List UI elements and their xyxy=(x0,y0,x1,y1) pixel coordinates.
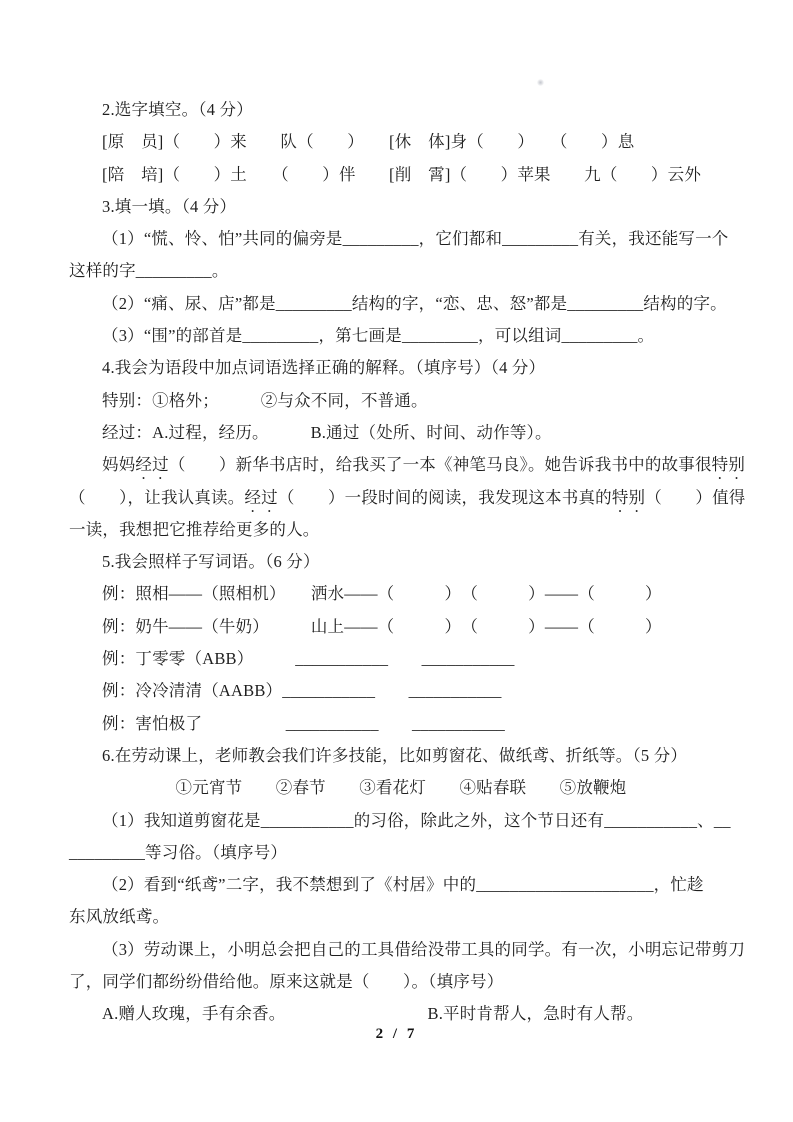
text-segment: 4.我会为语段中加点词语选择正确的解释。（填序号）（4 分） xyxy=(102,358,546,378)
text-segment: （2）看到“纸鸢”二字，我不禁想到了《村居》中的_____________________，忙趁 xyxy=(102,875,704,895)
text-segment: （1）“慌、怜、怕”共同的偏旁是_________，它们都和_________有关，我还能写一个 xyxy=(102,229,729,249)
text-segment: 经过：A.过程，经历。 B.通过（处所、时间、动作等）。 xyxy=(102,422,552,442)
text-line xyxy=(69,514,733,546)
text-segment: 例：害怕极了 ___________ ___________ xyxy=(102,713,505,733)
text-line xyxy=(69,94,733,126)
text-segment: （1）我知道剪窗花是___________的习俗，除此之外，这个节日还有___________、__ xyxy=(102,810,731,830)
text-segment: [原 员]（ ）来 队（ ） [休 体]身（ ） （ ）息 xyxy=(102,132,635,152)
text-line xyxy=(69,159,733,191)
test-paper-body xyxy=(69,94,746,1031)
text-line xyxy=(69,223,733,255)
text-segment: （3）劳动课上，小明总会把自己的工具借给没带工具的同学。有一次，小明忘记带剪刀 xyxy=(102,939,746,959)
text-line xyxy=(69,546,733,578)
text-segment: 东风放纸鸢。 xyxy=(69,907,170,927)
text-line xyxy=(69,578,733,610)
text-line xyxy=(69,837,733,869)
text-segment: 一读，我想把它推荐给更多的人。 xyxy=(69,519,320,539)
text-segment: （ ）新华书店时，给我买了一本《神笔马良》。她告诉我书中的故事很 xyxy=(168,455,712,475)
text-segment: （ ）值得 xyxy=(645,487,746,507)
text-line xyxy=(69,611,733,643)
text-line xyxy=(69,643,733,675)
text-line xyxy=(69,352,733,384)
text-segment: [陪 培]（ ）土 （ ）伴 [削 霄]（ ）苹果 九（ ）云外 xyxy=(102,164,702,184)
text-segment: 例：冷冷清清（AABB）___________ ___________ xyxy=(102,681,502,701)
emphasized-word: 经过 xyxy=(135,455,169,475)
text-line xyxy=(69,385,733,417)
emphasized-word: 特别 xyxy=(611,487,646,507)
text-segment: 了，同学们都纷纷借给他。原来这就是（ ）。（填序号） xyxy=(69,972,504,992)
text-line xyxy=(69,901,733,933)
text-line xyxy=(69,740,733,772)
text-segment: 3.填一填。（4 分） xyxy=(102,196,237,216)
text-segment: 例：奶牛——（牛奶） 山上——（ ） （ ）——（ ） xyxy=(102,616,662,636)
text-line xyxy=(69,191,733,223)
text-line xyxy=(69,288,733,320)
text-segment: 特别：①格外； ②与众不同，不普通。 xyxy=(102,390,428,410)
text-segment: （ ）一段时间的阅读，我发现这本书真的 xyxy=(277,487,612,507)
page-number: 2 / 7 xyxy=(375,1026,418,1042)
text-line xyxy=(69,482,746,514)
text-segment: （3）“围”的部首是_________，第七画是_________，可以组词_________。 xyxy=(102,326,655,346)
text-line xyxy=(69,805,733,837)
text-segment: （2）“痛、尿、店”都是_________结构的字，“恋、忠、怒”都是_________结构的字。 xyxy=(102,293,727,313)
text-segment: 妈妈 xyxy=(102,455,136,475)
text-segment: ①元宵节 ②春节 ③看花灯 ④贴春联 ⑤放鞭炮 xyxy=(175,778,627,798)
text-line xyxy=(69,934,746,966)
emphasized-word: 特别 xyxy=(711,455,746,475)
text-segment: 例：照相——（照相机） 洒水——（ ） （ ）——（ ） xyxy=(102,584,662,604)
text-segment: 5.我会照样子写词语。（6 分） xyxy=(102,552,320,572)
text-segment: 例：丁零零（ABB） ___________ ___________ xyxy=(102,649,515,669)
text-line xyxy=(69,320,733,352)
text-line xyxy=(69,126,733,158)
text-line xyxy=(69,869,733,901)
text-segment: （ ），让我认真读。 xyxy=(69,487,245,507)
text-segment: 6.在劳动课上，老师教会我们许多技能，比如剪窗花、做纸鸢、折纸等。（5 分） xyxy=(102,745,688,765)
text-segment: 2.选字填空。（4 分） xyxy=(102,100,253,119)
scan-artifact xyxy=(537,79,544,86)
text-line xyxy=(69,772,733,804)
text-segment: _________等习俗。（填序号） xyxy=(69,842,288,862)
text-line xyxy=(69,417,733,449)
text-line xyxy=(69,255,733,287)
text-segment: A.赠人玫瑰，手有余香。 B.平时肯帮人，急时有人帮。 xyxy=(102,1004,644,1024)
text-segment: 这样的字_________。 xyxy=(69,261,229,281)
text-line xyxy=(69,966,733,998)
text-line xyxy=(69,449,746,481)
emphasized-word: 经过 xyxy=(244,487,278,507)
text-line xyxy=(69,675,733,707)
text-line xyxy=(69,708,733,740)
